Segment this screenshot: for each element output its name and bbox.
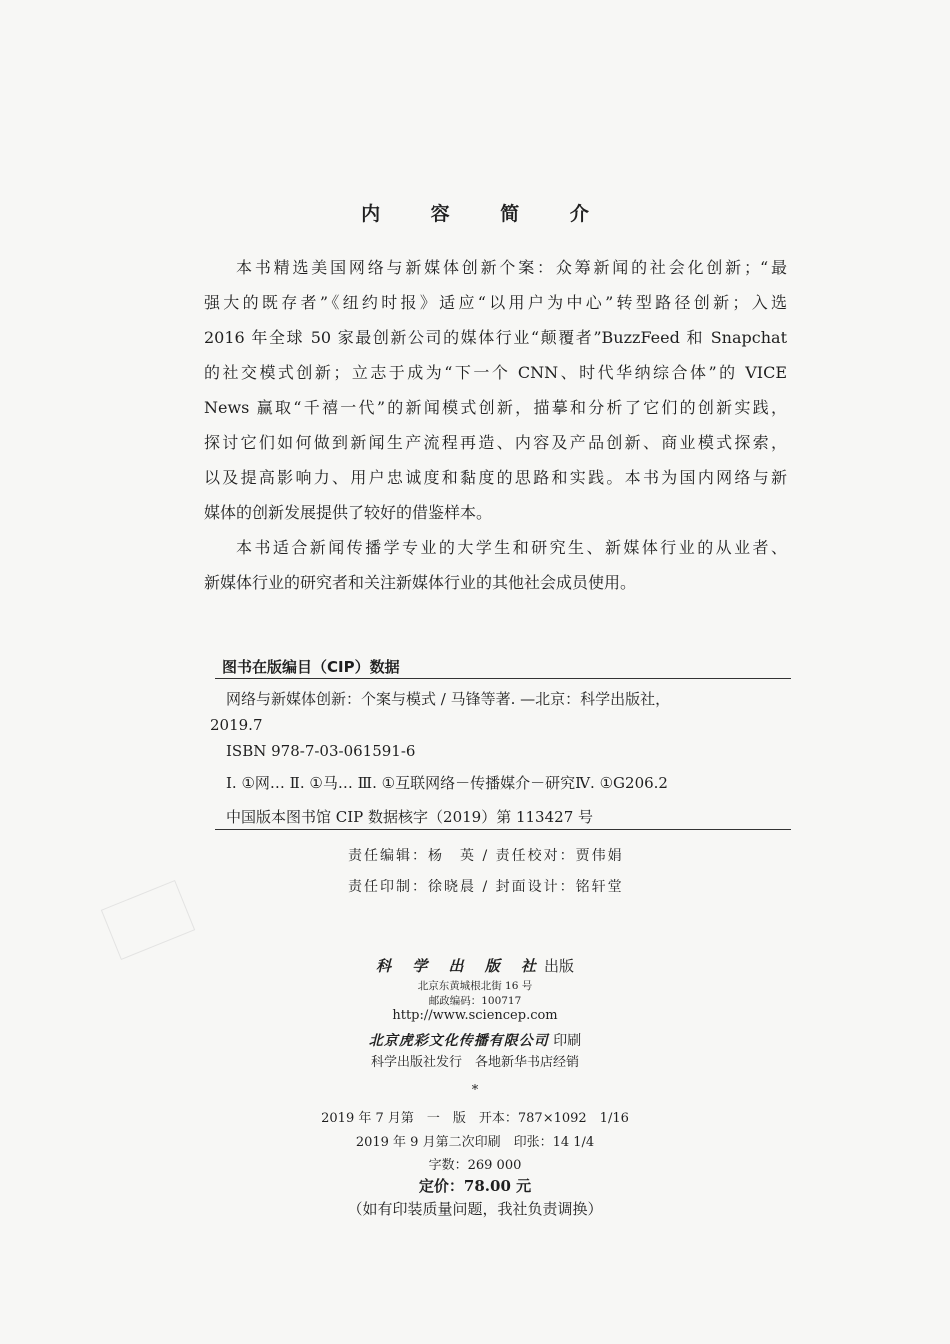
- staff-editors: 责任编辑：杨 英 / 责任校对：贾伟娟: [348, 848, 624, 864]
- separator: *: [471, 1083, 479, 1098]
- intro-line: News 赢取“千禧一代”的新闻模式创新，描摹和分析了它们的创新实践，: [204, 398, 787, 417]
- printer-name: 北京虎彩文化传播有限公司: [368, 1033, 549, 1049]
- staff-production: 责任印制：徐晓晨 / 封面设计：铭轩堂: [348, 879, 624, 895]
- intro-line: 新媒体行业的研究者和关注新媒体行业的其他社会成员使用。: [204, 573, 637, 592]
- publisher-postcode: 邮政编码：100717: [428, 995, 522, 1007]
- intro-line: 本书精选美国网络与新媒体创新个案：众筹新闻的社会化创新；“最: [236, 258, 787, 277]
- page-title: 内 容 简 介: [361, 203, 611, 225]
- publisher-address: 北京东黄城根北街 16 号: [417, 980, 533, 992]
- intro-line: 以及提高影响力、用户忠诚度和黏度的思路和实践。本书为国内网络与新: [204, 468, 787, 487]
- quality-notice: （如有印装质量问题，我社负责调换）: [347, 1200, 603, 1218]
- intro-line: 的社交模式创新；立志于成为“下一个 CNN、时代华纳综合体”的 VICE: [204, 363, 787, 382]
- edition-line: 2019 年 7 月第 一 版 开本：787×1092 1/16: [321, 1111, 629, 1126]
- cip-classification: Ⅰ. ①网… Ⅱ. ①马… Ⅲ. ①互联网络－传播媒介－研究Ⅳ. ①G206.2: [226, 774, 668, 792]
- faint-stamp-mark: [101, 880, 195, 960]
- intro-line: 媒体的创新发展提供了较好的借鉴样本。: [204, 503, 493, 522]
- intro-paragraph-2: [204, 530, 787, 600]
- distribution-line: 科学出版社发行 各地新华书店经销: [370, 1055, 579, 1070]
- intro-line: 探讨它们如何做到新闻生产流程再造、内容及产品创新、商业模式探索，: [204, 433, 787, 452]
- intro-line: 2016 年全球 50 家最创新公司的媒体行业“颠覆者”BuzzFeed 和 Snapchat: [204, 328, 787, 347]
- cip-bottom-rule: [215, 829, 791, 830]
- price-line: [0, 1175, 950, 1196]
- cip-isbn: ISBN 978-7-03-061591-6: [226, 742, 416, 760]
- intro-paragraph-1: [204, 250, 787, 530]
- printing-line: 2019 年 9 月第二次印刷 印张：14 1/4: [355, 1135, 595, 1150]
- publisher-line: [0, 955, 950, 976]
- cip-year: 2019.7: [210, 716, 263, 734]
- word-count: 字数：269 000: [428, 1158, 522, 1173]
- price-label: 定价：: [418, 1177, 464, 1195]
- cip-top-rule: [215, 678, 791, 679]
- cip-library-number: 中国版本图书馆 CIP 数据核字（2019）第 113427 号: [226, 808, 594, 826]
- printer-suffix: 印刷: [553, 1033, 582, 1049]
- printer-line: [0, 1030, 950, 1050]
- cip-heading: 图书在版编目（CIP）数据: [222, 658, 400, 676]
- intro-line: 强大的既存者”《纽约时报》适应“以用户为中心”转型路径创新；入选: [204, 293, 787, 312]
- publisher-url: http://www.sciencep.com: [392, 1008, 558, 1023]
- publisher-suffix: 出版: [543, 957, 574, 975]
- publisher-name: 科 学 出 版 社: [376, 957, 544, 975]
- price-value: 78.00 元: [463, 1177, 532, 1195]
- cip-title-line: 网络与新媒体创新：个案与模式 / 马锋等著. —北京：科学出版社，: [226, 690, 671, 708]
- intro-line: 本书适合新闻传播学专业的大学生和研究生、新媒体行业的从业者、: [236, 538, 787, 557]
